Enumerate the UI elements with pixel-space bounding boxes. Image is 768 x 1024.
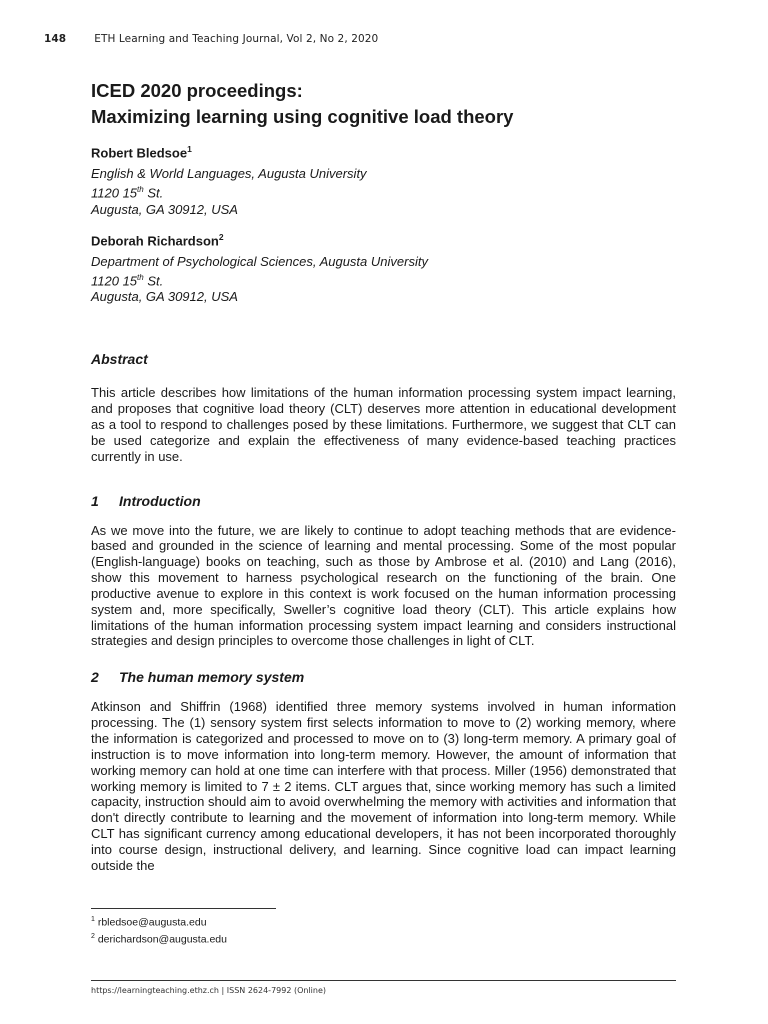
page-number: 148 xyxy=(44,33,67,45)
author-block-1 xyxy=(91,144,676,218)
author-affiliation xyxy=(91,254,676,305)
author-name-text: Robert Bledsoe xyxy=(91,145,188,161)
author-footnote-mark: 1 xyxy=(187,144,192,154)
city-line: Augusta, GA 30912, USA xyxy=(91,201,238,217)
abstract-heading: Abstract xyxy=(91,351,148,368)
footnote-2 xyxy=(91,930,227,947)
footnote-1 xyxy=(91,913,227,930)
section-heading-memory-system xyxy=(91,669,676,685)
introduction-text: As we move into the future, we are likely to continue to adopt teaching methods that are evidence-based and grounded in the science of learning and mental processing. Some of the most popular (English-language) books on teaching, such as those by Ambrose et al. (2010) and Lang (2016), show this movement to harness psychological research on the functioning of the brain. One productive avenue to explore in this context is work focused on the human information processing system and, more specifically, Sweller’s cognitive load theory (CLT). This article explains how limitations of the human information processing system impact learning and considers instructional strategies and design principles to overcome those challenges in light of CLT. xyxy=(91,522,676,649)
footnote-divider xyxy=(91,908,276,909)
article-body xyxy=(91,78,676,874)
title-line-2: Maximizing learning using cognitive load theory xyxy=(91,106,514,127)
author-affiliation xyxy=(91,166,676,217)
footnotes xyxy=(91,913,227,946)
street-superscript: th xyxy=(137,185,144,195)
author-name xyxy=(91,144,676,160)
street-suffix: St. xyxy=(143,185,164,201)
footnote-email-link[interactable]: rbledsoe@augusta.edu xyxy=(97,916,207,929)
title-line-1: ICED 2020 proceedings: xyxy=(91,80,303,101)
footer-url-issn[interactable]: https://learningteaching.ethz.ch | ISSN 2624-7992 (Online) xyxy=(91,986,327,995)
footnote-email-link[interactable]: derichardson@augusta.edu xyxy=(97,933,227,945)
section-heading-introduction xyxy=(91,493,676,509)
street-suffix: St. xyxy=(143,273,164,289)
author-name xyxy=(91,232,676,248)
abstract-text: This article describes how limitations of the human information processing system impact learning, and proposes that cognitive load theory (CLT) deserves more attention in educational development as a tool to respond to challenges posed by these limitations. Furthermore, we suggest that CLT can be used categorize and explain the effectiveness of many evidence-based teaching practices currently in use. xyxy=(91,385,676,464)
author-name-text: Deborah Richardson xyxy=(91,232,219,248)
article-title xyxy=(91,78,676,130)
section-title: The human memory system xyxy=(119,669,305,686)
street-line: 1120 15 xyxy=(91,185,138,201)
section-number: 1 xyxy=(91,492,99,509)
footer-divider xyxy=(91,980,676,981)
author-block-2 xyxy=(91,232,676,306)
footnote-mark: 1 xyxy=(91,916,95,923)
affiliation-line: Department of Psychological Sciences, Augusta University xyxy=(91,253,428,269)
city-line: Augusta, GA 30912, USA xyxy=(91,289,238,305)
author-footnote-mark: 2 xyxy=(218,231,224,242)
running-head xyxy=(44,33,378,45)
footnote-mark: 2 xyxy=(91,932,95,940)
section-number: 2 xyxy=(91,669,99,686)
affiliation-line: English & World Languages, Augusta University xyxy=(91,166,367,182)
section-title: Introduction xyxy=(119,492,201,509)
journal-citation: ETH Learning and Teaching Journal, Vol 2, No 2, 2020 xyxy=(94,33,379,45)
street-superscript: th xyxy=(137,272,144,282)
memory-system-text: Atkinson and Shiffrin (1968) identified three memory systems involved in human information processing. The (1) sensory system first selects information to move to (2) working memory, where the information is categorized and processed to move on to (3) long-term memory. A primary goal of instruction is to move information into long-term memory. However, the amount of information that working memory can hold at one time can interfere with that process. Miller (1956) demonstrated that working memory is limited to 7 ± 2 items. CLT argues that, since working memory has such a limited capacity, instruction should aim to avoid overwhelming the memory with activities and information that don't directly contribute to learning and the movement of information into long-term memory. While CLT has significant currency among educational developers, it has not been incorporated thoroughly into course design, instructional delivery, and learning. Since cognitive load can impact learning outside the xyxy=(91,699,676,873)
street-line: 1120 15 xyxy=(91,273,138,289)
